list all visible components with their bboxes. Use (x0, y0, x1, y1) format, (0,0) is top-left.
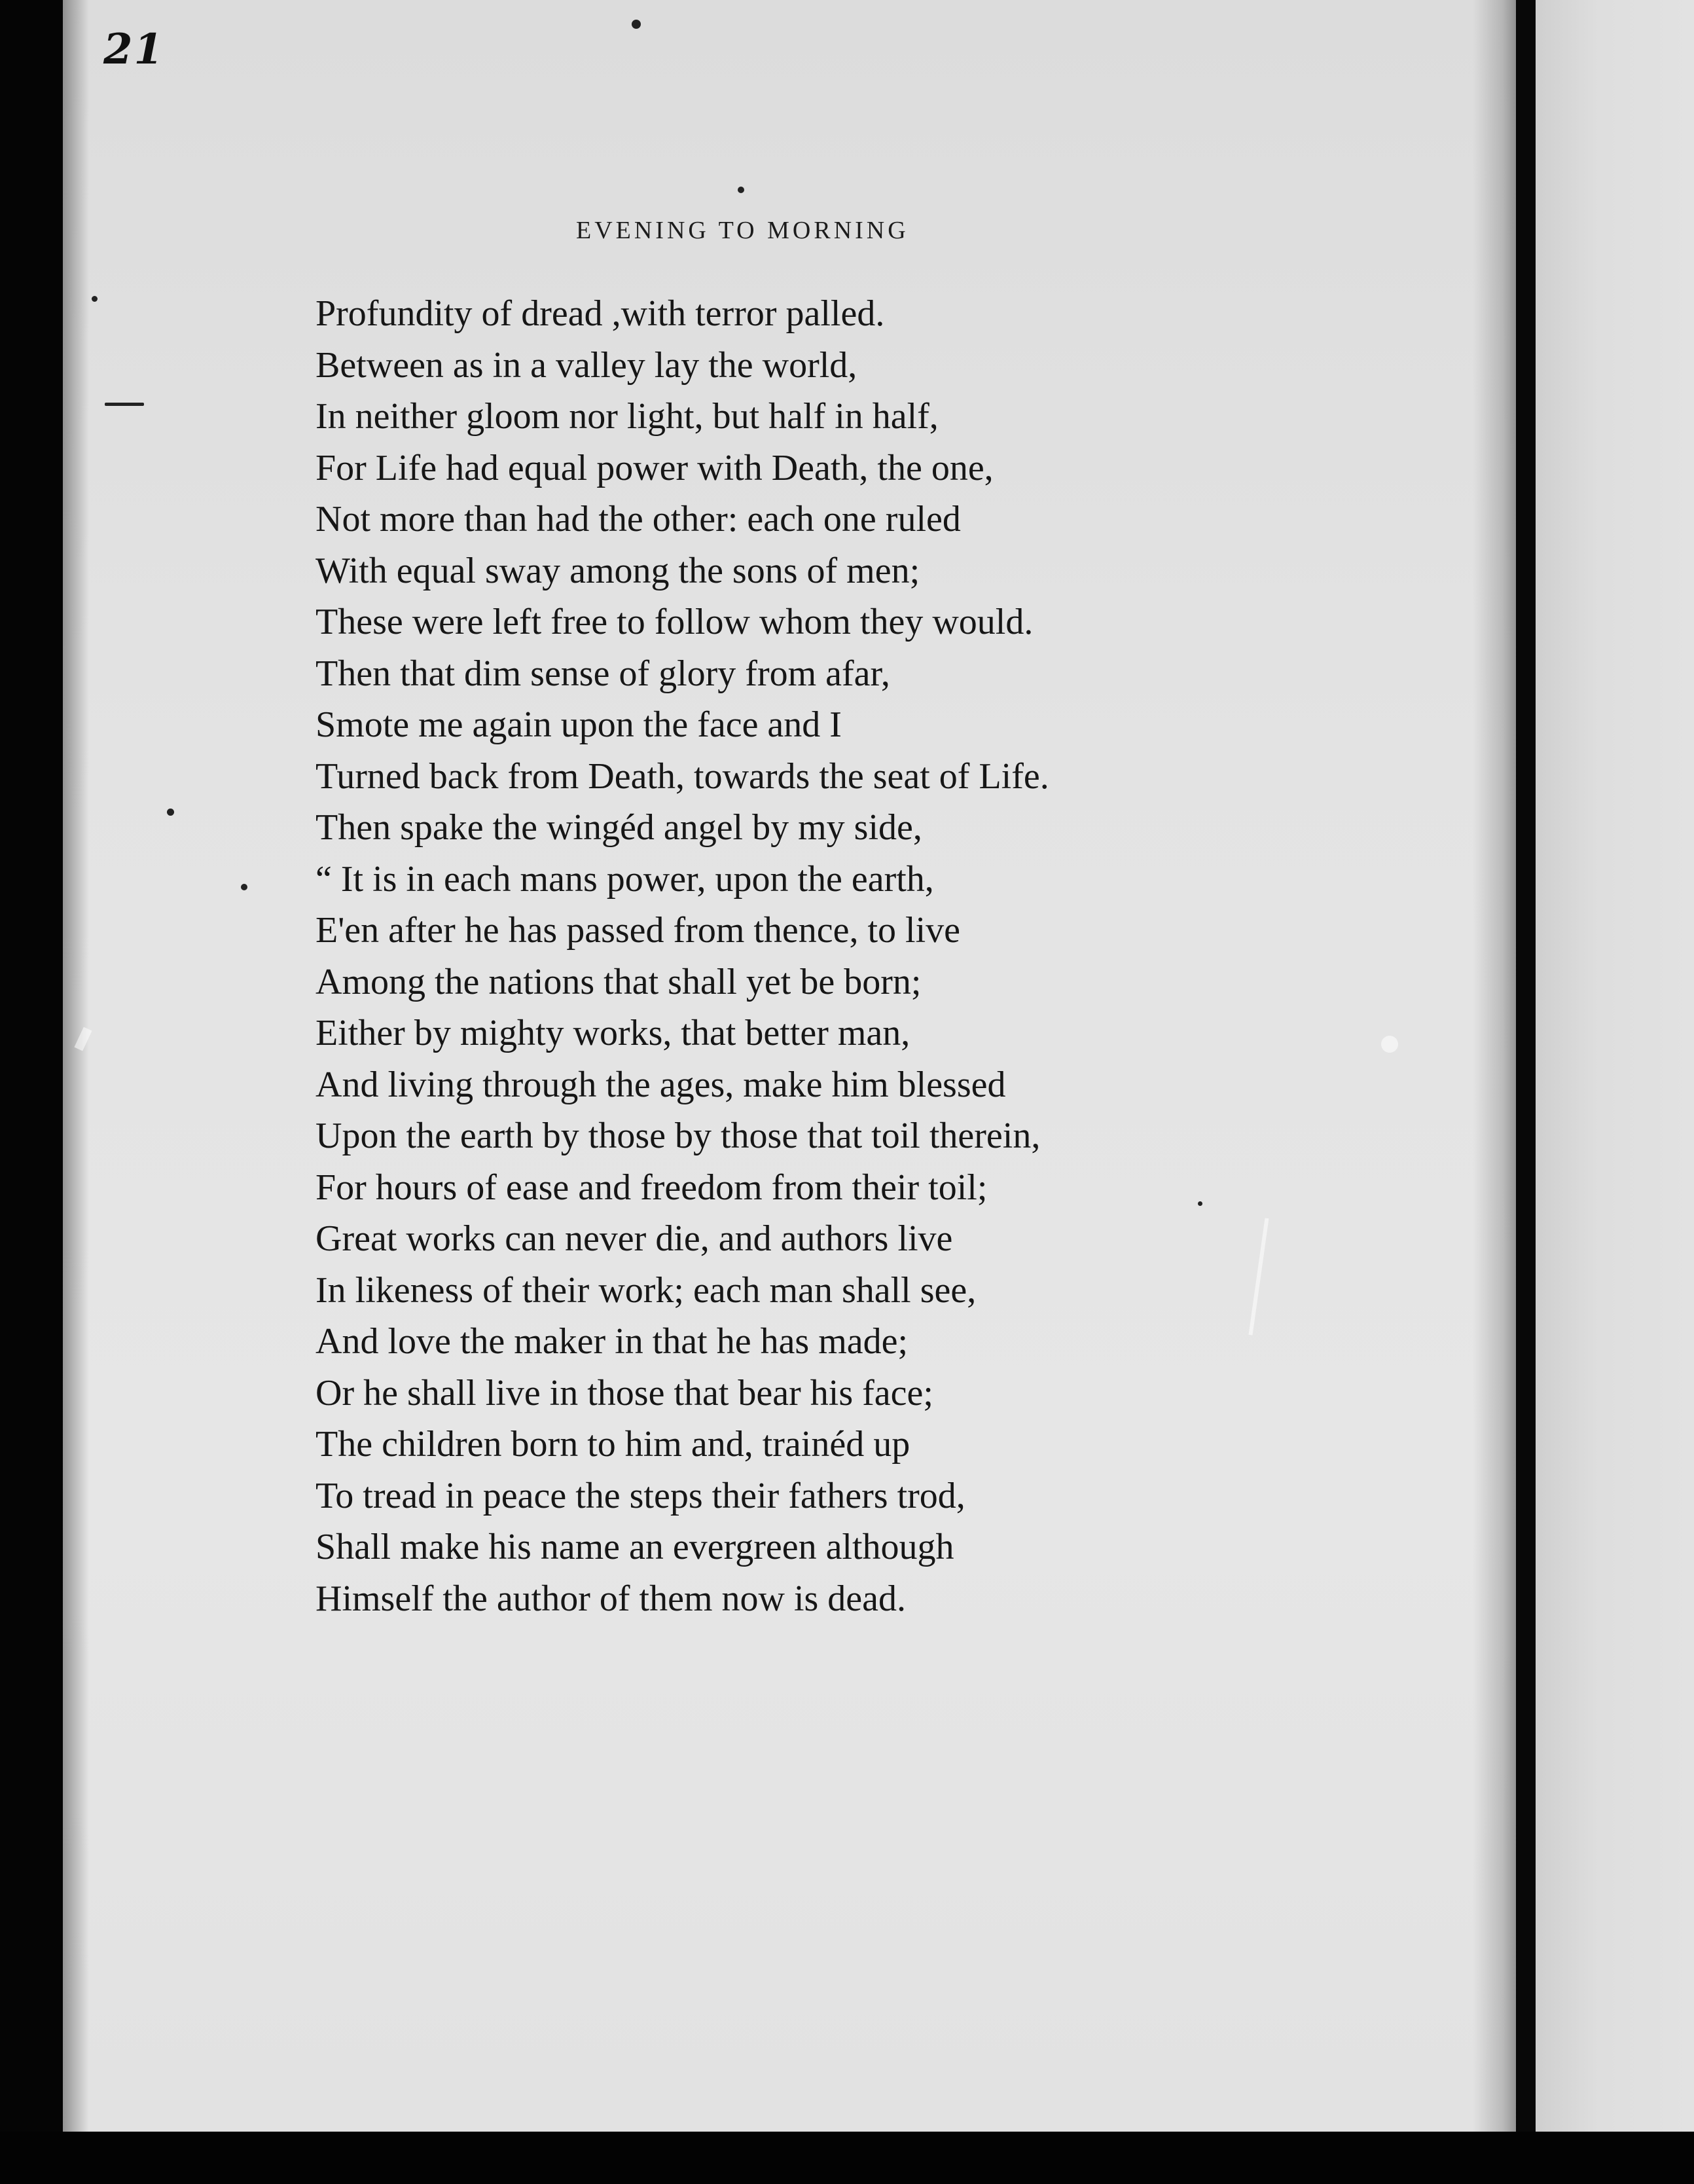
poem-text (315, 288, 1265, 1624)
scan-speck (92, 296, 98, 302)
adjacent-page-edge (1536, 0, 1694, 2132)
poem-line: Then that dim sense of glory from afar, (315, 653, 890, 694)
scan-speck (632, 20, 641, 29)
poem-line: In neither gloom nor light, but half in half, (315, 396, 939, 437)
poem-line: For Life had equal power with Death, the one, (315, 447, 994, 488)
scan-speck (241, 884, 247, 890)
poem-line: Between as in a valley lay the world, (315, 344, 857, 386)
poem-line: These were left free to follow whom they would. (315, 602, 1034, 642)
poem-line: Not more than had the other: each one ruled (315, 499, 961, 539)
page-number: 21 (103, 25, 165, 74)
poem-line: Among the nations that shall yet be born; (315, 961, 922, 1002)
scan-speck (1198, 1201, 1202, 1206)
poem-line: Turned back from Death, towards the seat of Life. (315, 755, 1049, 797)
poem-line: Or he shall live in those that bear his face; (315, 1372, 933, 1413)
page-divider (1516, 0, 1536, 2132)
scan-bottom-border (0, 2132, 1694, 2184)
scan-speck (738, 187, 744, 193)
scan-speck (105, 403, 144, 406)
poem-line: The children born to him and, trainéd up (315, 1424, 910, 1465)
page-left-edge-shadow (63, 0, 89, 2132)
poem-line: In likeness of their work; each man shall see, (315, 1269, 977, 1311)
poem-line: And love the maker in that he has made; (315, 1321, 909, 1362)
poem-line: Upon the earth by those by those that toil therein, (315, 1116, 1041, 1156)
poem-line: Himself the author of them now is dead. (315, 1578, 907, 1619)
scan-speck (167, 809, 174, 816)
poem-line: With equal sway among the sons of men; (315, 550, 920, 591)
poem-line: To tread in peace the steps their fathers trod, (315, 1475, 965, 1516)
running-head: EVENING TO MORNING (576, 217, 909, 244)
poem-line: Shall make his name an evergreen although (315, 1527, 954, 1567)
poem-line: E'en after he has passed from thence, to live (315, 910, 961, 951)
scan-scratch (1381, 1036, 1398, 1053)
poem-line: Either by mighty works, that better man, (315, 1013, 910, 1053)
poem-line: Then spake the wingéd angel by my side, (315, 807, 922, 848)
poem-line: For hours of ease and freedom from their toil; (315, 1167, 988, 1208)
poem-line: Smote me again upon the face and I (315, 704, 842, 745)
poem-line: Great works can never die, and authors live (315, 1218, 953, 1259)
gutter-shadow (1473, 0, 1516, 2132)
poem-line: Profundity of dread ,with terror palled. (315, 293, 885, 334)
poem-line: “ It is in each mans power, upon the earth, (315, 858, 934, 900)
poem-line: And living through the ages, make him blessed (315, 1064, 1006, 1105)
